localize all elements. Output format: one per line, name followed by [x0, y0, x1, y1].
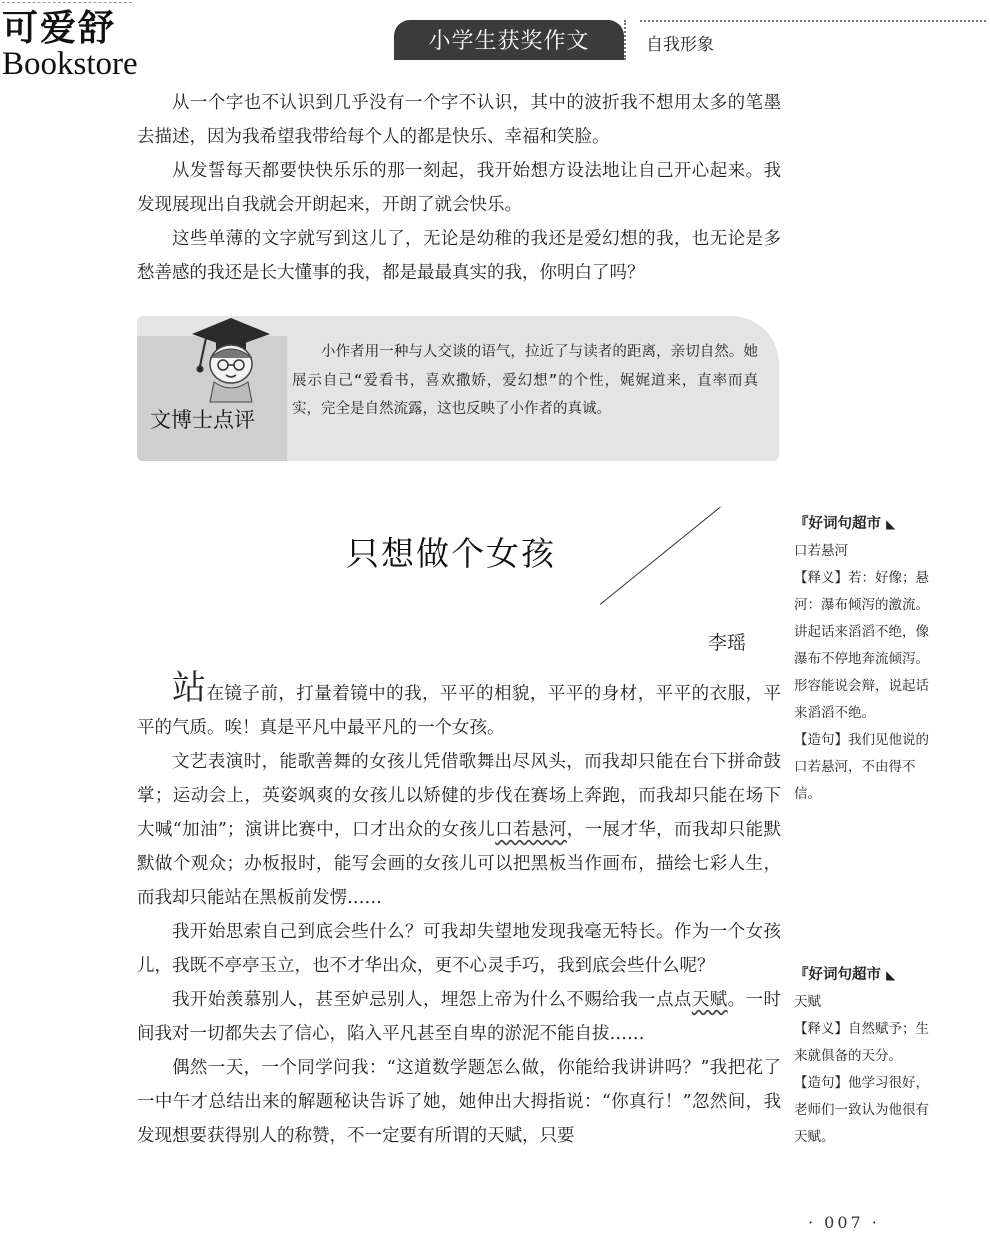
highlighted-word: 天赋: [691, 990, 728, 1010]
vocab-meaning: 【释义】自然赋予；生来就俱备的天分。: [794, 1021, 929, 1064]
triangle-icon: ◣: [886, 517, 896, 531]
paragraph: [137, 745, 781, 915]
vocab-example: 【造句】我们见他说的口若悬河，不由得不信。: [794, 732, 929, 802]
doctor-cartoon-icon: [186, 304, 276, 404]
highlighted-word: 口若悬河: [495, 820, 567, 840]
vocab-sidebar-box: [794, 510, 930, 808]
watermark-logo-english: Bookstore: [2, 46, 138, 82]
article-title: 只想做个女孩: [346, 534, 556, 573]
vocab-word: 天赋: [794, 994, 821, 1010]
article-author: 李瑶: [708, 632, 747, 654]
triangle-icon: ◣: [886, 968, 896, 982]
vocab-meaning: 【释义】若：好像；悬河：瀑布倾泻的激流。讲起话来滔滔不绝，像瀑布不停地奔流倾泻。形容能说会辩，说起话来滔滔不绝。: [794, 570, 929, 721]
paragraph-text: ，一展才华，而我却只能默默做个观众；办板报时，能写会画的女孩儿可以把黑板当作画布，描绘七彩人生，而我却只能站在黑板前发愣……: [137, 820, 782, 908]
paragraph: [137, 668, 781, 745]
header-dotted-rule: [640, 20, 986, 22]
paragraph: 从一个字也不认识到几乎没有一个字不认识，其中的波折我不想用太多的笔墨去描述，因为我希望我带给每个人的都是快乐、幸福和笑脸。: [137, 93, 781, 147]
vocab-sidebar-box: [794, 961, 930, 1151]
decorative-slash: [600, 507, 721, 605]
vocab-heading: 『好词句超市 ◣: [794, 515, 896, 532]
vocab-example: 【造句】他学习很好，老师们一致认为他很有天赋。: [794, 1075, 929, 1145]
drop-cap: 站: [172, 668, 207, 708]
paragraph: 偶然一天，一个同学问我：“这道数学题怎么做，你能给我讲讲吗？”我把花了一中午才总结出来的解题秘诀告诉了她，她伸出大拇指说：“你真行！”忽然间，我发现想要获得别人的称赞，不一定要有所谓的天赋，只要: [137, 1058, 781, 1146]
book-series-title: 小学生获奖作文: [428, 29, 590, 54]
paragraph-text: 在镜子前，打量着镜中的我，平平的相貌，平平的身材，平平的衣服，平平的气质。唉！真是平凡中最平凡的一个女孩。: [137, 684, 781, 738]
page-number: · 007 ·: [808, 1213, 880, 1232]
paragraph: [137, 983, 781, 1051]
vocab-heading: 『好词句超市 ◣: [794, 966, 896, 983]
watermark-logo-chinese: 可爱舒: [2, 8, 117, 49]
header-tab-divider: [624, 20, 644, 60]
comment-body: 小作者用一种与人交谈的语气，拉近了与读者的距离，亲切自然。她展示自己“爱看书，喜欢撒娇，爱幻想”的个性，娓娓道来，直率而真实，完全是自然流露，这也反映了小作者的真诚。: [292, 344, 758, 417]
paragraph-text: 。一时间我对一切都失去了信心，陷入平凡甚至自卑的淤泥不能自拔……: [137, 990, 782, 1044]
paragraph-text: 我开始羡慕别人，甚至妒忌别人，埋怨上帝为什么不赐给我一点点: [172, 990, 692, 1010]
chapter-section-label: 自我形象: [646, 35, 714, 55]
article-body: [137, 668, 782, 1153]
paragraph-text: 文艺表演时，能歌善舞的女孩儿凭借歌舞出尽风头，而我却只能在台下拼命鼓掌；运动会上，英姿飒爽的女孩儿以矫健的步伐在赛场上奔跑，而我却只能在场下大喊“加油”；演讲比赛中，口才出众的女孩儿: [137, 752, 781, 840]
paragraph: 这些单薄的文字就写到这儿了，无论是幼稚的我还是爱幻想的我，也无论是多愁善感的我还是长大懂事的我，都是最最真实的我，你明白了吗？: [137, 229, 781, 283]
vocab-word: 口若悬河: [794, 543, 848, 559]
intro-text-block: [137, 86, 781, 290]
paragraph: 从发誓每天都要快快乐乐的那一刻起，我开始想方设法地让自己开心起来。我发现展现出自我就会开朗起来，开朗了就会快乐。: [137, 161, 781, 215]
paragraph: 我开始思索自己到底会些什么？可我却失望地发现我毫无特长。作为一个女孩儿，我既不亭亭玉立，也不才华出众，更不心灵手巧，我到底会些什么呢？: [137, 922, 781, 976]
comment-title: 文博士点评: [150, 408, 255, 432]
